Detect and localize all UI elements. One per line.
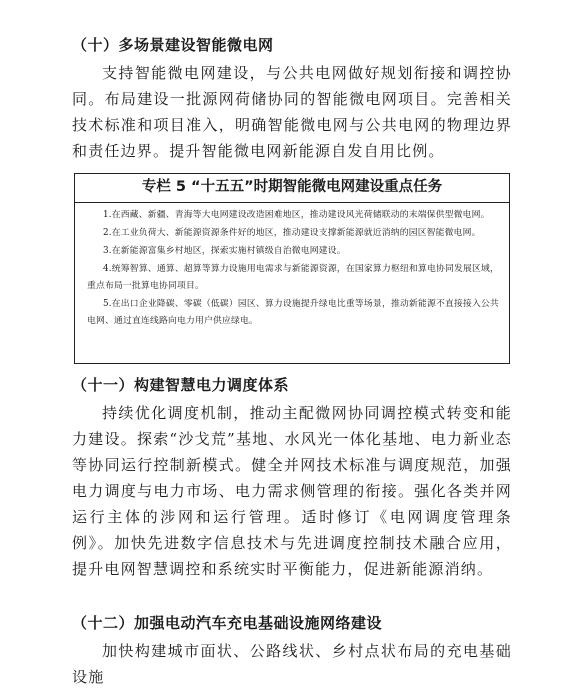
column-item: 1.在西藏、新疆、青海等大电网建设改造困难地区，推动建设风光荷储联动的末端保供型微电网。 [103,210,490,220]
section-12-paragraph: 加快构建城市面状、公路线状、乡村点状布局的充电基础设施 [72,642,512,686]
section-10-heading: （十）多场景建设智能微电网 [72,36,274,54]
column-box-title: 专栏 5 “十五五”时期智能微电网建设重点任务 [75,174,509,203]
column-item: 2.在工业负荷大、新能源资源条件好的地区，推动建设支撑新能源就近消纳的园区智能微电网。 [103,228,481,238]
column-item: 5.在出口企业降碳、零碳（低碳）园区、算力设施提升绿电比重等场景，推动新能源不直接接入公共电网、通过直连线路向电力用户供应绿电。 [87,299,499,326]
section-11-heading: （十一）构建智慧电力调度体系 [72,376,290,394]
column-box [74,173,510,364]
column-item: 3.在新能源富集乡村地区，探索实施村镇级自治微电网建设。 [103,246,346,256]
column-box-body [75,203,509,330]
section-12-heading: （十二）加强电动汽车充电基础设施网络建设 [72,614,383,632]
section-10-paragraph: 支持智能微电网建设，与公共电网做好规划衔接和调控协同。布局建设一批源网荷储协同的智能微电网项目。完善相关技术标准和项目准入，明确智能微电网与公共电网的物理边界和责任边界。提升智能微电网新能源自发自用比例。 [72,64,512,160]
column-item: 4.统筹智算、通算、超算等算力设施用电需求与新能源资源，在国家算力枢纽和算电协同发展区域，重点布局一批算电协同项目。 [87,264,499,291]
section-11-paragraph: 持续优化调度机制，推动主配微网协同调控模式转变和能力建设。探索“沙戈荒”基地、水风光一体化基地、电力新业态等协同运行控制新模式。健全并网技术标准与调度规范，加强电力调度与电力市场、电力需求侧管理的衔接。强化各类并网运行主体的涉网和运行管理。适时修订《电网调度管理条例》。加快先进数字信息技术与先进调度控制技术融合应用，提升电网智慧调控和系统实时平衡能力，促进新能源消纳。 [72,404,512,578]
